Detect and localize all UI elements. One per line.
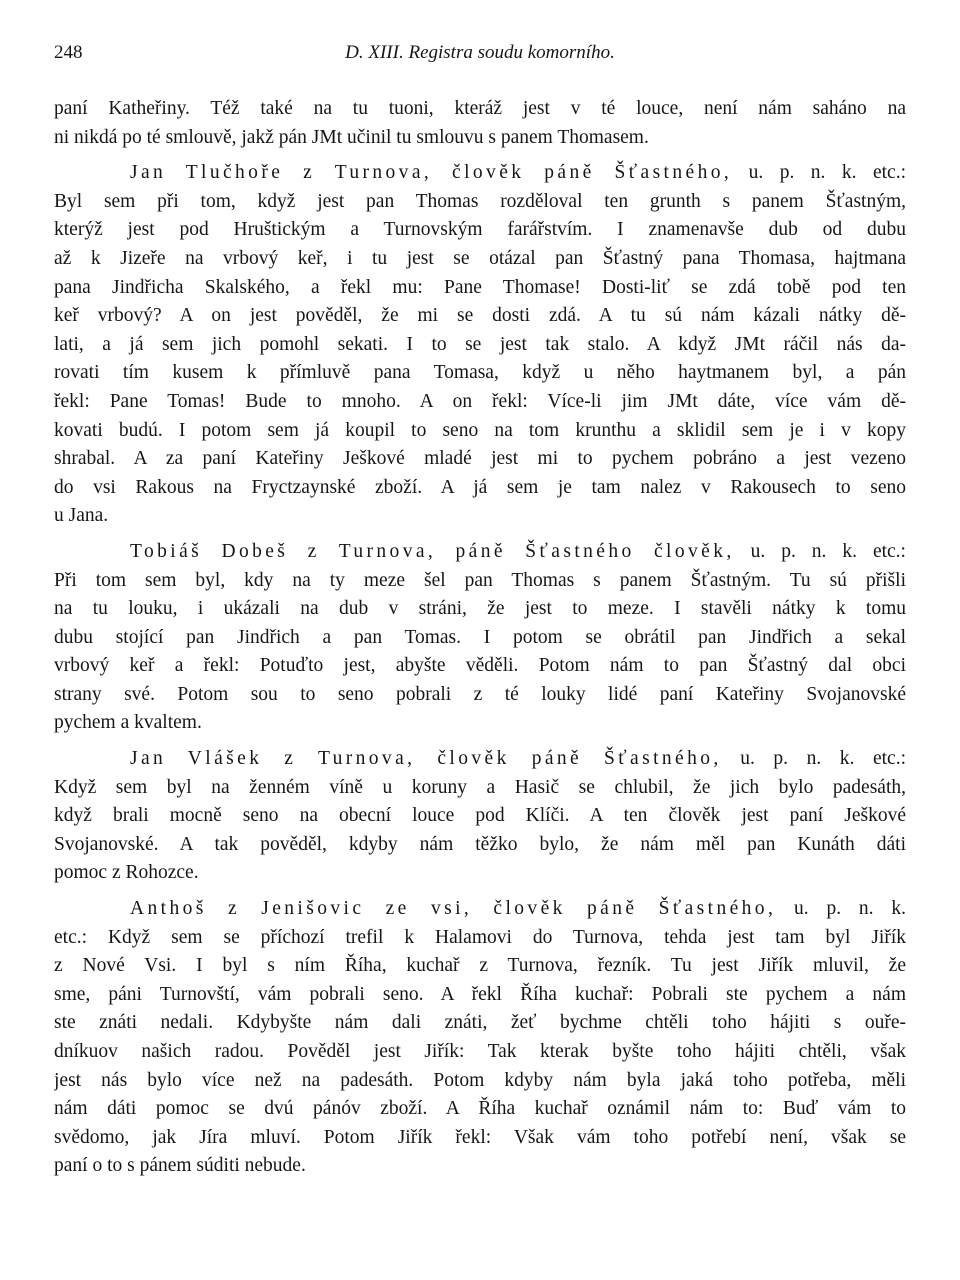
line-text: u. p. n. k. etc.:: [732, 162, 906, 184]
text-line: etc.: Když sem se příchozí trefil k Halamovi do Turnova, tehda jest tam byl Jiřík: [54, 926, 906, 948]
text-line: kterýž jest pod Hruštickým a Turnovským farářstvím. I znamenavše dub od dubu: [54, 219, 906, 241]
page-number: 248: [54, 42, 83, 63]
paragraph: [54, 895, 906, 1181]
text-line: až k Jizeře na vrbový keř, i tu jest se otázal pan Šťastný pana Thomasa, hajtmana: [54, 247, 906, 269]
text-line: když brali mocně seno na obecní louce pod Klíči. A ten člověk jest paní Ješkové: [54, 805, 906, 827]
text-line: Byl sem při tom, když jest pan Thomas rozděloval ten grunth s panem Šťastným,: [54, 190, 906, 212]
text-line: strany své. Potom sou to seno pobrali z té louky lidé paní Kateřiny Svojanovské: [54, 683, 906, 705]
text-line: jest nás bylo více než na padesáth. Potom kdyby nám byla jaká toho potřeba, měli: [54, 1069, 906, 1091]
text-line: dníkuov našich radou. Pověděl jest Jiřík: Tak kterak byšte toho hájiti chtěli, však: [54, 1041, 906, 1062]
text-line: [54, 159, 906, 188]
text-line: pana Jindřicha Skalského, a řekl mu: Pane Thomase! Dosti-liť se zdá tobě pod ten: [54, 276, 906, 298]
body-text: [54, 95, 906, 1181]
book-page: [54, 0, 906, 1280]
witness-name: Tobiáš Dobeš z Turnova, páně Šťastného člověk,: [130, 540, 735, 562]
text-line: Při tom sem byl, kdy na ty meze šel pan Thomas s panem Šťastným. Tu sú přišli: [54, 569, 906, 591]
paragraph: [54, 159, 906, 531]
paragraph: [54, 95, 906, 152]
text-line: keř vrbový? A on jest pověděl, že mi se dosti zdá. A tu sú nám kázali nátky dě-: [54, 305, 906, 327]
text-line: pomoc z Rohozce.: [54, 862, 199, 884]
text-line: z Nové Vsi. I byl s ním Říha, kuchař z Turnova, řezník. Tu jest Jiřík mluvil, že: [54, 955, 906, 977]
text-line: kovati budú. I potom sem já koupil to seno na tom krunthu a sklidil sem je i v kopy: [54, 419, 906, 441]
text-line: u Jana.: [54, 505, 109, 527]
text-line: nám dáti pomoc se dvú pánóv zboží. A Říha kuchař oznámil nám to: Buď vám to: [54, 1098, 906, 1120]
line-text: u. p. n. k. etc.:: [721, 748, 906, 770]
text-line: svědomo, jak Jíra mluví. Potom Jiřík řekl: Však vám toho potřebí není, však se: [54, 1126, 906, 1148]
text-line: vrbový keř a řekl: Potuďto jest, abyšte věděli. Potom nám to pan Šťastný dal obci: [54, 655, 906, 677]
paragraph-gap: [54, 531, 906, 538]
text-line: na tu louku, i ukázali na dub v stráni, že jest to meze. I stavěli nátky k tomu: [54, 598, 906, 620]
witness-name: Jan Vlášek z Turnova, člověk páně Šťastného,: [130, 748, 722, 770]
text-line: paní o to s pánem súditi nebude.: [54, 1155, 306, 1177]
paragraph: [54, 745, 906, 888]
text-line: pychem a kvaltem.: [54, 712, 202, 734]
text-line: Svojanovské. A tak pověděl, kdyby nám těžko bylo, že nám měl pan Kunáth dáti: [54, 833, 906, 855]
text-line: dubu stojící pan Jindřich a pan Tomas. I potom se obrátil pan Jindřich a sekal: [54, 626, 906, 648]
paragraph: [54, 538, 906, 738]
text-line: řekl: Pane Tomas! Bude to mnoho. A on řekl: Více-li jim JMt dáte, více vám dě-: [54, 390, 906, 412]
text-line: [54, 745, 906, 774]
text-line: ste znáti nedali. Kdybyšte nám dali znáti, žeť bychme chtěli toho hájiti s ouře-: [54, 1012, 906, 1034]
text-line: [54, 895, 906, 924]
text-line: lati, a já sem jich pomohl sekati. I to se jest tak stalo. A když JMt ráčil nás da-: [54, 333, 906, 355]
text-line: paní Katheřiny. Též také na tu tuoni, kteráž jest v té louce, není nám saháno na: [54, 98, 906, 119]
line-text: u. p. n. k. etc.:: [734, 540, 906, 562]
paragraph-gap: [54, 152, 906, 159]
text-line: ni nikdá po té smlouvě, jakž pán JMt učinil tu smlouvu s panem Thomasem.: [54, 126, 649, 148]
text-line: [54, 538, 906, 567]
witness-name: Jan Tlučhoře z Turnova, člověk páně Šťastného,: [130, 162, 733, 184]
page-header: [54, 42, 906, 72]
text-line: rovati tím kusem k přímluvě pana Tomasa, když u něho haytmanem byl, a pán: [54, 362, 906, 384]
paragraph-gap: [54, 738, 906, 745]
text-line: shrabal. A za paní Kateřiny Ješkové mladé jest mi to pychem pobráno a jest vezeno: [54, 448, 906, 470]
text-line: Když sem byl na ženném víně u koruny a Hasič se chlubil, že jich bylo padesáth,: [54, 776, 906, 798]
running-title: D. XIII. Registra soudu komorního.: [345, 42, 615, 63]
text-line: do vsi Rakous na Fryctzaynské zboží. A já sem je tam nalez v Rakousech to seno: [54, 476, 906, 498]
line-text: u. p. n. k.: [776, 898, 906, 920]
text-line: sme, páni Turnovští, vám pobrali seno. A řekl Říha kuchař: Pobrali ste pychem a nám: [54, 983, 906, 1005]
witness-name: Anthoš z Jenišovic ze vsi, člověk páně Šťastného,: [130, 898, 777, 920]
paragraph-gap: [54, 888, 906, 895]
